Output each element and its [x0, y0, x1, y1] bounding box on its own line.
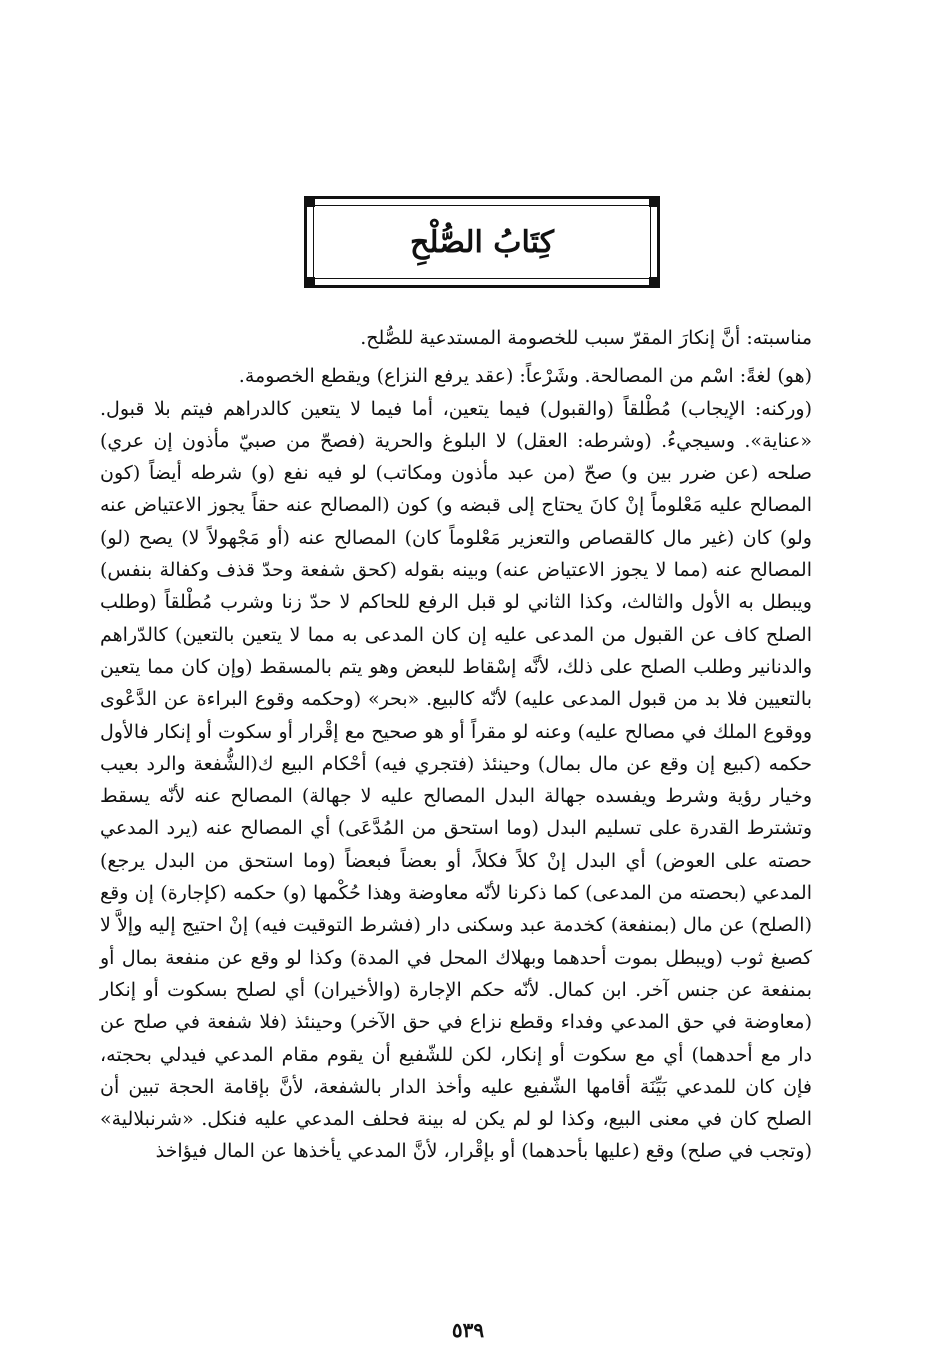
page-number: ٥٣٩: [451, 1318, 485, 1342]
definition-paragraph: (هو) لغةً: اسْم من المصالحة. وشَرْعاً: (عقد يرفع النزاع) ويقطع الخصومة.: [238, 365, 812, 388]
chapter-title: كِتَابُ الصُّلْحِ: [410, 224, 554, 260]
chapter-title-frame: [304, 196, 660, 288]
page-body: [100, 322, 812, 1168]
intro-paragraph: مناسبته: أنَّ إنكارَ المقرّ سبب للخصومة المستدعية للصُّلح.: [360, 327, 812, 349]
main-paragraph: (وركنه: الإيجاب) مُطْلقاً (والقبول) فيما يتعين، أما فيما لا يتعين كالدراهم فيتم بلا قبول. «عناية». وسيجيءُ. (وشرطه: العقل) لا البلوغ والحرية (فصحّ من صبيّ مأذون إن عري) صلحه (عن ضرر بين و) صحّ (من عبد مأذون ومكاتب) لو فيه نفع (و) شرطه أيضاً (كون المصالح عليه مَعْلوماً إنْ كانَ يحتاج إلى قبضه و) كون (المصالح عنه حقاً يجوز الاعتياض عنه ولو) كان (غير مال كالقصاص والتعزير مَعْلوماً كان) المصالح عنه (أو مَجْهولاً لا) يصح (لو) المصالح عنه (مما لا يجوز الاعتياض عنه) وبينه بقوله (كحق شفعة وحدّ قذف وكفالة بنفس) ويبطل به الأول والثالث، وكذا الثاني لو قبل الرفع للحاكم لا حدّ زنا وشرب مُطْلقاً (وطلب الصلح كاف عن القبول من المدعى عليه إن كان المدعى به مما لا يتعين بالتعين) كالدّراهم والدنانير وطلب الصلح على ذلك، لأنَّه إسْقاط للبعض وهو يتم بالمسقط (وإن كان مما يتعين بالتعيين فلا بد من قبول المدعى عليه) لأنّه كالبيع. «بحر» (وحكمه وقوع البراءة عن الدَّعْوى ووقوع الملك في مصالح عليه) وعنه لو مقراً أو هو صحيح مع إقْرار أو سكوت أو إنكار فالأول حكمه (كبيع إن وقع عن مال بمال) وحينئذ (فتجري فيه) أحْكام البيع ك(الشُّفعة والرد بعيب وخيار رؤية وشرط ويفسده جهالة البدل المصالح عليه لا جهالة) المصالح عنه لأنّه يسقط وتشترط القدرة على تسليم البدل (وما استحق من المُدَّعَى) أي المصالح عنه (يرد المدعي حصته على العوض) أي البدل إنْ كلاً فكلاً، أو بعضاً فبعضاً (وما استحق من البدل يرجع) المدعي (بحصته من المدعى) كما ذكرنا لأنّه معاوضة وهذا حُكْمها (و) حكمه (كإجارة) إن وقع (الصلح) عن مال (بمنفعة) كخدمة عبد وسكنى دار (فشرط التوقيت فيه) إنْ احتيج إليه وإلاَّ لا كصبغ ثوب (ويبطل بموت أحدهما وبهلاك المحل في المدة) وكذا لو وقع عن منفعة بمال أو بمنفعة عن جنس آخر. ابن كمال. لأنّه حكم الإجارة (والأخيران) أي لصلح بسكوت أو إنكار (معاوضة في حق المدعي وفداء وقطع نزاع في حق الآخر) وحينئذ (فلا شفعة في صلح عن دار مع أحدهما) أي مع سكوت أو إنكار، لكن للشّفيع أن يقوم مقام المدعي فيدلي بحجته، فإن كان للمدعي بَيِّنَة أقامها الشّفيع عليه وأخذ الدار بالشفعة، لأنَّ بإقامة الحجة تبين أن الصلح كان في معنى البيع، وكذا لو لم يكن له بينة فحلف المدعي عليه فنكل. «شرنبلالية» (وتجب في صلح) وقع (عليها بأحدهما) أو بإقْرار، لأنَّ المدعي يأخذها عن المال فيؤاخذ: [100, 397, 812, 1163]
